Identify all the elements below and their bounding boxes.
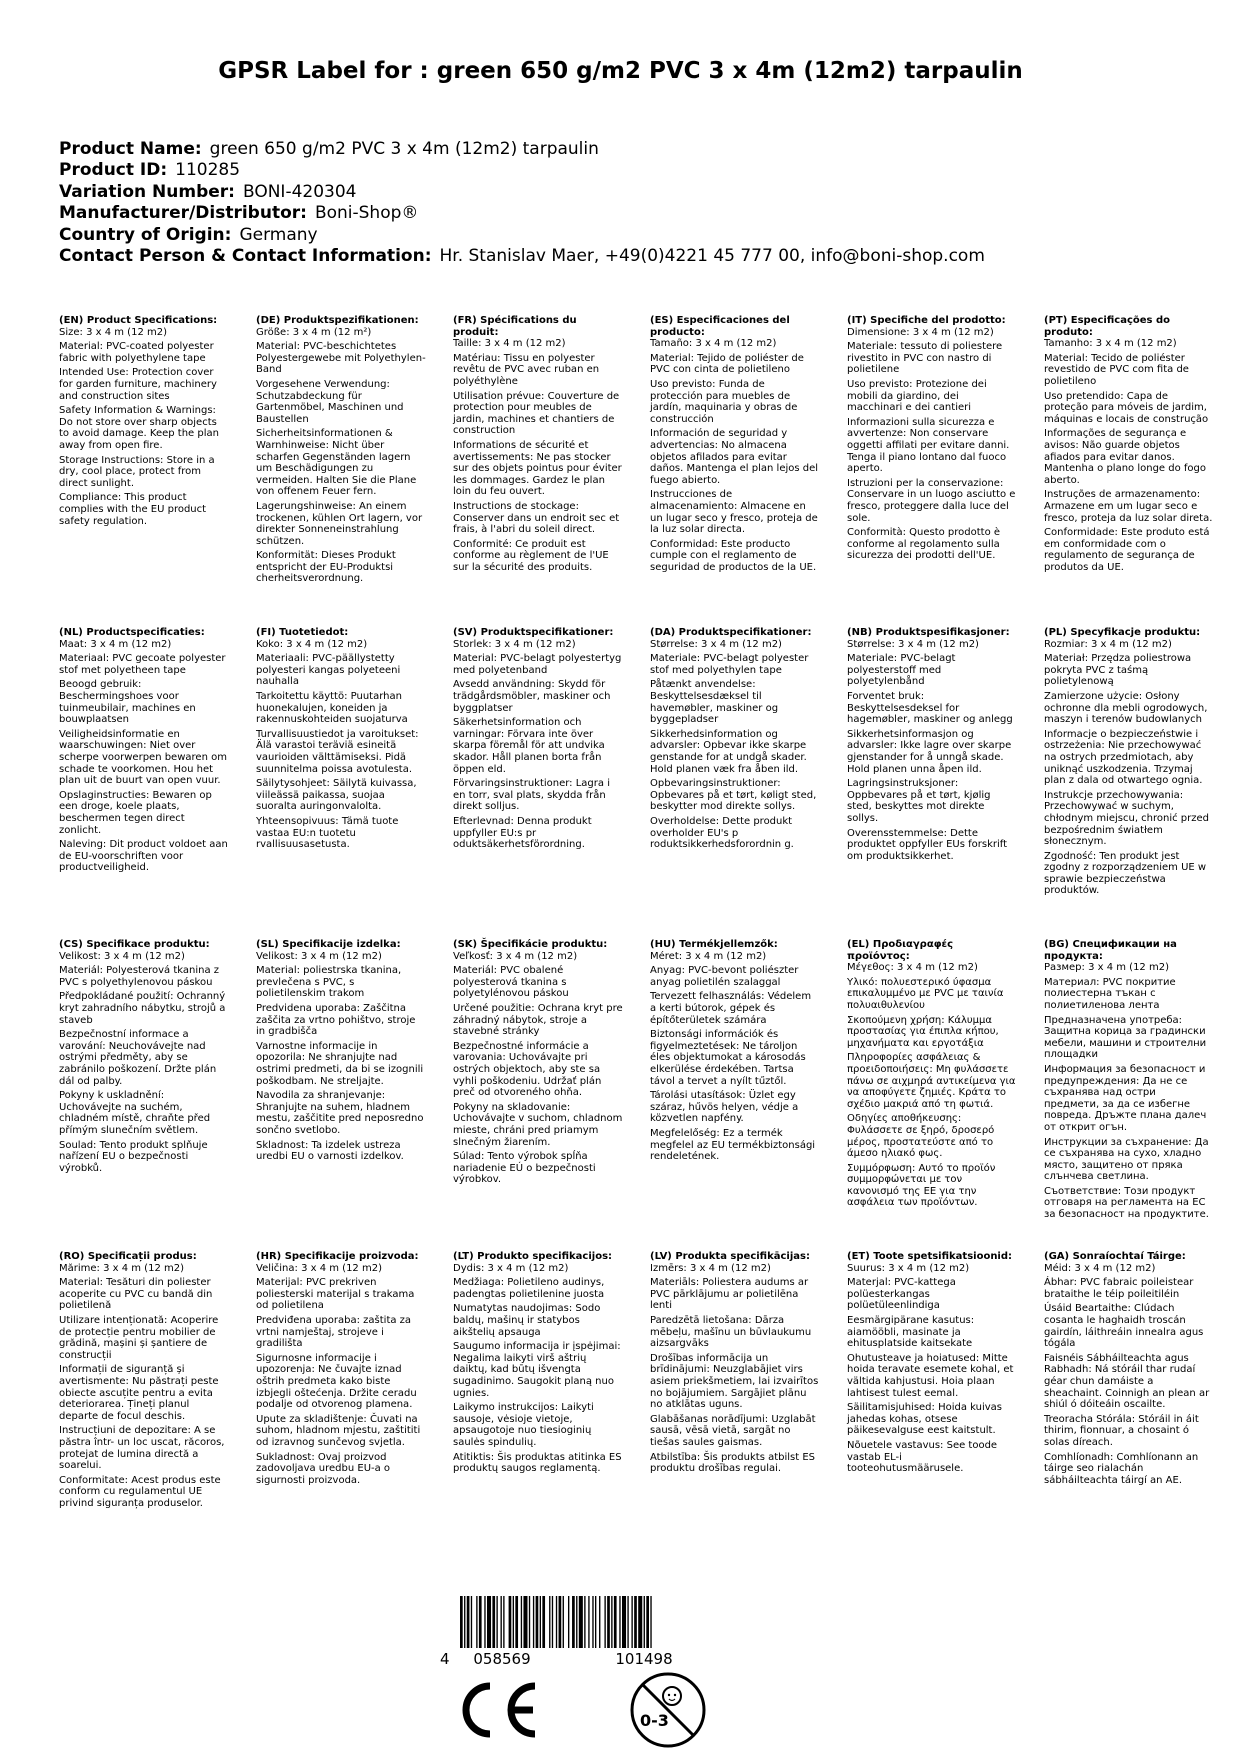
info-value: green 650 g/m2 PVC 3 x 4m (12m2) tarpaulin [209,139,599,159]
barcode-bar [572,1596,575,1648]
spec-paragraph: Sikkerhedsinformation og advarsler: Opbevar ikke skarpe genstande for at undgå skader. Hold planen væk fra åben ild. [650,728,807,775]
spec-heading: (PL) Specyfikacje produktu: [1044,627,1201,638]
spec-size: Izmērs: 3 x 4 m (12 m2) [650,1262,771,1274]
barcode-first-digit: 4 [440,1650,450,1666]
spec-heading: (IT) Specifiche del prodotto: [847,315,1006,326]
spec-block [650,1251,820,1475]
barcode-bar [607,1596,610,1648]
spec-heading: (DE) Produktspezifikationen: [256,315,419,326]
spec-paragraph: Atbilstība: Šis produkts atbilst ES produktu drošības regulai. [650,1451,816,1475]
barcode-bar [614,1596,617,1648]
spec-paragraph: Konformität: Dieses Produkt entspricht der EU-Produktsi cherheitsverordnung. [256,550,396,585]
spec-paragraph: Tarkoitettu käyttö: Puutarhan huonekalujen, koneiden ja rakennuskohteiden suojaturva [256,690,408,726]
spec-paragraph: Ábhar: PVC fabraic poileistear brataithe le téip poileitiléin [1044,1277,1194,1300]
spec-paragraph: Saugumo informacija ir įspėjimai: Negalima laikyti virš aštrių daiktų, kad būtų išvengta sugadinimo. Saugokit planą nuo ugnies. [453,1341,621,1399]
not-suitable-0-3-icon [628,1670,708,1750]
spec-heading: (EN) Product Specifications: [59,315,218,326]
spec-paragraph: Instrukcje przechowywania: Przechowywać w suchym, chłodnym miejscu, chronić przed bezpośrednim światłem słonecznym. [1044,789,1210,848]
spec-heading: (ES) Especificaciones del producto: [650,315,790,338]
spec-size: Μέγεθος: 3 x 4 m (12 m2) [847,962,978,974]
barcode-bar [631,1596,632,1648]
spec-paragraph: Istruzioni per la conservazione: Conservare in un luogo asciutto e fresco, proteggere dalla luce del sole. [847,477,1016,524]
spec-paragraph: Megfelelőség: Ez a termék megfelel az EU termékbiztonsági rendeletének. [650,1127,816,1163]
spec-paragraph: Sigurnosne informacije i upozorenja: Ne čuvajte iznad oštrih predmeta kako biste izbjegli oštećenja. Držite ceradu podalje od otvorenog plamena. [256,1352,417,1411]
spec-block [453,939,623,1186]
barcode-bar [536,1596,539,1648]
spec-paragraph: Информация за безопасност и предупреждения: Да не се съхранява над остри предмети, за да се избегне повреда. Дръжте плана далеч от открит огън. [1044,1063,1207,1133]
spec-paragraph: Atitiktis: Šis produktas atitinka ES produktų saugos reglamentą. [453,1451,622,1475]
spec-size: Velikost: 3 x 4 m (12 m2) [256,950,382,962]
info-row [59,246,985,267]
spec-paragraph: Biztonsági információk és figyelmeztetések: Ne tároljon éles objektumokat a károsodás elkerülése érdekében. Tartsa távol a tervet a nyílt tűztől. [650,1029,806,1087]
spec-paragraph: Material: PVC-belagt polyestertyg med polyetenband [453,653,622,676]
spec-paragraph: Materiál: Polyesterová tkanina z PVC s polyethylenovou páskou [59,965,220,988]
spec-block [453,1251,623,1475]
spec-heading: (SL) Specifikacije izdelka: [256,939,401,950]
spec-size: Dimensione: 3 x 4 m (12 m2) [847,326,994,338]
spec-paragraph: Säkerhetsinformation och varningar: Förvara inte över skarpa föremål för att undvika skador. Håll planen borta från öppen eld. [453,717,605,775]
info-label: Variation Number: [59,181,235,202]
barcode-bar [521,1596,522,1648]
spec-heading: (FI) Tuotetiedot: [256,627,349,638]
spec-heading: (ET) Toote spetsifikatsioonid: [847,1251,1013,1262]
spec-block [256,939,426,1163]
spec-heading: (RO) Specificații produs: [59,1251,197,1262]
spec-heading: (NL) Productspecificaties: [59,627,205,638]
spec-paragraph: Glabāšanas norādījumi: Uzglabāt sausā, vēsā vietā, sargāt no tiešas saules gaismas. [650,1413,816,1448]
barcode-bar [515,1596,518,1648]
info-row [59,203,985,224]
spec-paragraph: Материал: PVC покритие полиестерна тъкан с полиетиленова лента [1044,976,1176,1011]
spec-paragraph: Conformidade: Este produto está em conformidade com o regulamento de segurança de produtos da UE. [1044,527,1210,573]
spec-paragraph: Pokyny k uskladnění: Uchovávejte na suchém, chladném místě, chraňte před přímým slunečním světlem. [59,1090,211,1136]
barcode-bar [576,1596,577,1648]
spec-paragraph: Yhteensopivuus: Tämä tuote vastaa EU:n tuotetu rvallisuusasetusta. [256,815,399,851]
spec-paragraph: Utilizare intenționată: Acoperire de protecție pentru mobilier de grădină, mașini și șantiere de construcții [59,1314,219,1361]
spec-size: Mărime: 3 x 4 m (12 m2) [59,1262,184,1274]
barcode-bar [604,1596,605,1648]
barcode-bar [529,1596,530,1648]
barcode-bar [533,1596,534,1648]
spec-block [847,315,1017,562]
spec-size: Størrelse: 3 x 4 m (12 m2) [847,638,979,650]
spec-size: Koko: 3 x 4 m (12 m2) [256,638,368,650]
barcode-bar [650,1596,651,1648]
spec-paragraph: Instrucțiuni de depozitare: A se păstra într- un loc uscat, răcoros, protejat de lumina directă a soarelui. [59,1425,225,1472]
spec-paragraph: Informazioni sulla sicurezza e avvertenze: Non conservare oggetti affilati per evitare danni. Tenga il piano lontano dal fuoco aperto. [847,416,1010,475]
spec-paragraph: Overensstemmelse: Dette produktet oppfyller EUs forskrift om produktsikkerhet. [847,827,1008,862]
spec-paragraph: Uso previsto: Funda de protección para muebles de jardín, maquinaria y obras de construcción [650,378,798,425]
spec-paragraph: Bezpečnostné informácie a varovania: Uchovávajte pri ostrých objektoch, aby ste sa vyhli poškodeniu. Udržať plán preč od otvoreného ohňa. [453,1040,602,1099]
spec-paragraph: Úsáid Beartaithe: Clúdach cosanta le haghaidh troscán gairdín, láithreáin innealra agus tógála [1044,1303,1204,1350]
spec-paragraph: Safety Information & Warnings: Do not store over sharp objects to avoid damage. Keep the plan away from open fire. [59,405,219,451]
info-label: Contact Person & Contact Information: [59,246,432,267]
spec-block [59,1251,229,1509]
spec-heading: (SV) Produktspecifikationer: [453,627,614,638]
spec-paragraph: Materiale: PVC-belagt polyester stof med polyethylen tape [650,653,809,676]
spec-block [847,939,1017,1209]
product-info [59,139,985,267]
barcode-bar [479,1596,482,1648]
spec-paragraph: Conformitate: Acest produs este conform cu regulamentul UE privind siguranța produselor. [59,1474,221,1509]
spec-paragraph: Informações de segurança e avisos: Não guarde objetos afiados para evitar danos. Mantenha o plano longe do fogo aberto. [1044,428,1206,486]
spec-paragraph: Påtænkt anvendelse: Beskyttelsesdæksel til havemøbler, maskiner og byggepladser [650,679,779,726]
spec-paragraph: Naleving: Dit product voldoet aan de EU-voorschriften voor productveiligheid. [59,839,228,874]
spec-block [256,1251,426,1486]
barcode-bar [513,1596,514,1648]
barcode-bar [496,1596,497,1648]
spec-heading: (EL) Προδιαγραφές προϊόντος: [847,939,954,962]
spec-block [256,627,426,851]
barcode-bar [464,1596,465,1648]
spec-size: Suurus: 3 x 4 m (12 m2) [847,1262,970,1274]
barcode-bar [549,1596,550,1648]
spec-paragraph: Lagerungshinweise: An einem trockenen, kühlen Ort lagern, vor direkter Sonneneinstrahlung schützen. [256,500,423,547]
spec-paragraph: Upute za skladištenje: Čuvati na suhom, hladnom mjestu, zaštititi od izravnog sunčevog svjetla. [256,1413,421,1448]
spec-block [1044,939,1214,1221]
spec-paragraph: Forventet bruk: Beskyttelsesdeksel for hagemøbler, maskiner og anlegg [847,690,1013,726]
spec-paragraph: Conformité: Ce produit est conforme au règlement de l'UE sur la sécurité des produits. [453,538,609,573]
spec-paragraph: Turvallisuustiedot ja varoitukset: Älä varastoi teräviä esineitä vaurioiden välttämiseksi. Pidä suunnitelma poissa avotulesta. [256,728,419,775]
barcode-bar [644,1596,645,1648]
spec-block [453,627,623,851]
spec-paragraph: Určené použitie: Ochrana kryt pre záhradný nábytok, stroje a stavebné stránky [453,1002,623,1038]
barcode-bar [622,1596,626,1648]
spec-paragraph: Σκοπούμενη χρήση: Κάλυμμα προστασίας για έπιπλα κήπου, μηχανήματα και εργοτάξια [847,1014,999,1049]
spec-paragraph: Uso previsto: Protezione dei mobili da giardino, dei macchinari e dei cantieri [847,378,987,414]
spec-heading: (GA) Sonraíochtaí Táirge: [1044,1251,1186,1262]
spec-paragraph: Materjal: PVC-kattega polüesterkangas polüetüleenlindiga [847,1277,956,1312]
spec-paragraph: Beoogd gebruik: Beschermingshoes voor tuinmeubilair, machines en bouwplaatsen [59,679,196,726]
spec-block [256,315,426,585]
spec-block [650,627,820,851]
spec-paragraph: Předpokládané použití: Ochranný kryt zahradního nábytku, strojů a staveb [59,991,226,1026]
spec-paragraph: Material: Tesături din poliester acoperite cu PVC cu bandă din polietilenă [59,1277,213,1312]
spec-size: Size: 3 x 4 m (12 m2) [59,326,167,338]
barcode-bars [460,1596,652,1648]
spec-paragraph: Utilisation prévue: Couverture de protection pour meubles de jardin, machines et chantiers de construction [453,390,620,437]
barcode-left-group: 058569 [473,1650,531,1666]
spec-paragraph: Instrucciones de almacenamiento: Almacene en un lugar seco y fresco, proteja de la luz solar directa. [650,489,818,536]
spec-paragraph: Soulad: Tento produkt splňuje nařízení EU o bezpečnosti výrobků. [59,1139,208,1174]
page-title: GPSR Label for : green 650 g/m2 PVC 3 x 4m (12m2) tarpaulin [218,58,1023,84]
info-row [59,160,985,181]
spec-paragraph: Materiāls: Poliestera audums ar PVC pārklājumu ar polietilēna lenti [650,1277,809,1312]
spec-paragraph: Materiał: Przędza poliestrowa pokryta PVC z taśmą polietylenową [1044,653,1192,688]
spec-paragraph: Bezpečnostní informace a varování: Neuchovávejte nad ostrými předměty, aby se zabránilo poškození. Držte plán dál od palby. [59,1029,217,1087]
spec-paragraph: Vorgesehene Verwendung: Schutzabdeckung für Gartenmöbel, Maschinen und Baustellen [256,378,404,425]
ce-mark-icon [457,1680,541,1740]
info-label: Country of Origin: [59,224,232,245]
spec-block [650,939,820,1163]
spec-paragraph: Material: Tejido de poliéster de PVC con cinta de polietileno [650,352,804,376]
spec-size: Méret: 3 x 4 m (12 m2) [650,950,767,962]
spec-block [847,627,1017,862]
barcode-bar [559,1596,562,1648]
spec-paragraph: Συμμόρφωση: Αυτό το προϊόν συμμορφώνεται με τον κανονισμό της ΕΕ για την ασφάλεια των προϊόντων. [847,1162,996,1209]
spec-paragraph: Ohutusteave ja hoiatused: Mitte hoida teravate esemete kohal, et vältida kahjustusi. Hoia plaan lahtisest tulest eemal. [847,1352,1014,1399]
spec-heading: (FR) Spécifications du produit: [453,315,577,338]
spec-paragraph: Material: Tecido de poliéster revestido de PVC com fita de polietileno [1044,352,1189,387]
spec-paragraph: Anyag: PVC-bevont poliészter anyag polietilén szalaggal [650,965,799,988]
spec-paragraph: Predviđena uporaba: zaštita za vrtni namještaj, strojeve i gradilišta [256,1314,412,1350]
spec-paragraph: Intended Use: Protection cover for garden furniture, machinery and construction sites [59,367,217,402]
barcode-bar [487,1596,491,1648]
spec-paragraph: Comhlíonadh: Comhlíonann an táirge seo rialachán sábháilteachta táirgí an AE. [1044,1451,1199,1486]
spec-heading: (PT) Especificações do produto: [1044,315,1170,338]
spec-paragraph: Eesmärgipärane kasutus: aiamööbli, masinate ja ehitusplatside kaitsekate [847,1314,975,1350]
barcode-bar [595,1596,596,1648]
spec-paragraph: Materiál: PVC obalené polyesterová tkanina s polyetylénovou páskou [453,965,569,1000]
info-label: Product ID: [59,160,168,181]
spec-paragraph: Materiaali: PVC-päällystetty polyesteri kangas polyeteeni nauhalla [256,653,401,688]
info-value: Germany [239,224,318,245]
spec-paragraph: Opslaginstructies: Bewaren op een droge, koele plaats, beschermen tegen direct zonlicht. [59,789,212,836]
spec-paragraph: Varnostne informacije in opozorila: Ne shranjujte nad ostrimi predmeti, da bi se izognili poškodbam. Ne streljajte. [256,1040,424,1087]
spec-size: Velikost: 3 x 4 m (12 m2) [59,950,185,962]
spec-paragraph: Instructions de stockage: Conserver dans un endroit sec et frais, à l'abri du soleil direct. [453,500,620,536]
spec-paragraph: Materiaal: PVC gecoate polyester stof met polyetheen tape [59,653,226,676]
spec-paragraph: Uso pretendido: Capa de proteção para móveis de jardim, máquinas e locais de construção [1044,390,1209,425]
spec-block [1044,627,1214,897]
spec-paragraph: Υλικό: πολυεστερικό ύφασμα επικαλυμμένο με PVC με ταινία πολυαιθυλενίου [847,976,1004,1011]
spec-paragraph: Navodila za shranjevanje: Shranjujte na suhem, hladnem mestu, zaščitite pred neposredno sončno svetlobo. [256,1090,424,1136]
spec-heading: (NB) Produktspesifikasjoner: [847,627,1010,638]
spec-paragraph: Matériau: Tissu en polyester revêtu de PVC avec ruban en polyéthylène [453,352,600,387]
spec-paragraph: Zgodność: Ten produkt jest zgodny z rozporządzeniem UE w sprawie bezpieczeństwa produktów. [1044,850,1207,897]
barcode-bar [460,1596,463,1648]
barcode-bar [523,1596,527,1648]
spec-heading: (CS) Specifikace produktu: [59,939,210,950]
spec-paragraph: Avsedd användning: Skydd för trädgårdsmöbler, maskiner och byggplatser [453,679,611,714]
spec-size: Veľkosť: 3 x 4 m (12 m2) [453,950,578,962]
spec-paragraph: Opbevaringsinstruktioner: Opbevares på et tørt, køligt sted, beskytter mod direkte sollys. [650,778,817,813]
spec-size: Dydis: 3 x 4 m (12 m2) [453,1262,569,1274]
barcode [440,1596,740,1666]
spec-paragraph: Sicherheitsinformationen & Warnhinweise: Nicht über scharfen Gegenständen lagern um Beschädigungen zu vermeiden. Halten Sie die Plane von offenem Feuer fern. [256,428,417,498]
spec-size: Taille: 3 x 4 m (12 m2) [453,338,566,350]
barcode-bar [638,1596,642,1648]
spec-paragraph: Predvidena uporaba: Zaščitna zaščita za vrtno pohištvo, stroje in gradbišča [256,1002,416,1038]
spec-size: Rozmiar: 3 x 4 m (12 m2) [1044,638,1172,650]
spec-paragraph: Materiale: tessuto di poliestere rivestito in PVC con nastro di polietilene [847,341,1003,376]
spec-paragraph: Numatytas naudojimas: Sodo baldų, mašinų ir statybos aikštelių apsauga [453,1303,601,1338]
barcode-bar [492,1596,495,1648]
spec-size: Размер: 3 x 4 m (12 m2) [1044,962,1169,974]
barcode-bar [634,1596,637,1648]
spec-paragraph: Materijal: PVC prekriven poliesterski materijal s trakama od polietilena [256,1277,415,1312]
spec-block [1044,315,1214,573]
spec-paragraph: Treoracha Stórála: Stóráil in áit thirim, fionnuar, a chosaint ó solas díreach. [1044,1413,1199,1448]
spec-paragraph: Инструкции за съхранение: Да се съхранява на сухо, хладно място, защитено от пряка слънчева светлина. [1044,1136,1209,1183]
info-row [59,139,985,160]
spec-paragraph: Drošības informācija un brīdinājumi: Neuzglabājiet virs asiem priekšmetiem, lai izvairītos no bojājumiem. Sargājiet plānu no atklātas uguns. [650,1352,819,1411]
spec-paragraph: Sukladnost: Ovaj proizvod zadovoljava uredbu EU-a o sigurnosti proizvoda. [256,1451,391,1486]
spec-block [1044,1251,1214,1486]
info-label: Product Name: [59,139,202,159]
spec-heading: (LV) Produkta specifikācijas: [650,1251,810,1262]
barcode-bar [646,1596,649,1648]
spec-block [847,1251,1017,1475]
spec-paragraph: Pokyny na skladovanie: Uchovávajte v suchom, chladnom mieste, chráni pred priamym slnečným žiarením. [453,1101,623,1148]
barcode-bar [471,1596,472,1648]
age-label: 0-3 [640,1711,669,1730]
spec-paragraph: Materiale: PVC-belagt polyesterstoff med polyetylenbånd [847,653,956,688]
spec-paragraph: Nõuetele vastavus: See toode vastab EL-i tooteohutusmäärusele. [847,1439,998,1475]
barcode-bar [611,1596,612,1648]
barcode-bar [568,1596,569,1648]
info-value: 110285 [175,160,241,181]
barcode-bar [509,1596,512,1648]
spec-paragraph: Conformità: Questo prodotto è conforme al regolamento sulla sicurezza dei prodotti dell'UE. [847,527,1001,562]
spec-block [650,315,820,573]
spec-paragraph: Skladnost: Ta izdelek ustreza uredbi EU o varnosti izdelkov. [256,1139,404,1163]
spec-size: Tamaño: 3 x 4 m (12 m2) [650,338,777,350]
barcode-bar [503,1596,504,1648]
spec-paragraph: Compliance: This product complies with the EU product safety regulation. [59,492,207,527]
spec-paragraph: Informations de sécurité et avertissements: Ne pas stocker sur des objets pointus pour éviter les dommages. Gardez le plan loin du feu ouvert. [453,439,622,498]
barcode-bar [599,1596,600,1648]
spec-block [59,939,229,1174]
spec-heading: (BG) Спецификации на продукта: [1044,939,1177,962]
spec-block [59,315,229,527]
spec-size: Størrelse: 3 x 4 m (12 m2) [650,638,782,650]
barcode-bar [579,1596,583,1648]
spec-paragraph: Tárolási utasítások: Üzlet egy száraz, hűvös helyen, védje a közvetlen napfény. [650,1090,799,1125]
spec-paragraph: Storage Instructions: Store in a dry, cool place, protect from direct sunlight. [59,454,215,489]
spec-block [453,315,623,573]
barcode-bar [484,1596,485,1648]
spec-paragraph: Οδηγίες αποθήκευσης: Φυλάσσετε σε ξηρό, δροσερό μέρος, προστατεύστε από το άμεσο ηλιακό φως. [847,1113,995,1160]
spec-paragraph: Veiligheidsinformatie en waarschuwingen: Niet over scherpe voorwerpen bewaren om schade te voorkomen. Hou het plan uit de buurt van open vuur. [59,728,227,787]
spec-paragraph: Conformidad: Este producto cumple con el reglamento de seguridad de productos de la UE. [650,538,817,573]
barcode-bar [563,1596,564,1648]
info-row [59,182,985,203]
spec-block [59,627,229,874]
spec-paragraph: Overholdelse: Dette produkt overholder EU's p roduktsikkerhedsforordnin g. [650,815,794,851]
spec-heading: (HR) Specifikacije proizvoda: [256,1251,419,1262]
spec-paragraph: Lagringsinstruksjoner: Oppbevares på et tørt, kjølig sted, beskyttes mot direkte sollys. [847,778,991,824]
info-row [59,225,985,246]
spec-size: Méid: 3 x 4 m (12 m2) [1044,1262,1156,1274]
spec-paragraph: Medžiaga: Polietileno audinys, padengtas polietilenine juosta [453,1277,605,1300]
barcode-bar [584,1596,585,1648]
spec-size: Storlek: 3 x 4 m (12 m2) [453,638,576,650]
spec-paragraph: Säilitamisjuhised: Hoida kuivas jahedas kohas, otsese päikesevalguse eest kaitstult. [847,1402,1003,1437]
spec-paragraph: Información de seguridad y advertencias: No almacena objetos afilados para evitar daños. Mantenga el plan lejos del fuego abierto. [650,428,819,486]
barcode-bar [542,1596,545,1648]
spec-paragraph: Material: PVC-coated polyester fabric with polyethylene tape [59,341,214,364]
spec-paragraph: Material: poliestrska tkanina, prevlečena s PVC, s polietilenskim trakom [256,965,402,1000]
spec-heading: (SK) Špecifikácie produktu: [453,939,608,950]
spec-paragraph: Πληροφορίες ασφάλειας & προειδοποιήσεις: Μη φυλάσσετε πάνω σε αιχμηρά αντικείμενα για να αποφύγετε ζημιές. Κράτα το σχέδιο μακριά από τη φωτιά. [847,1052,1016,1110]
spec-size: Größe: 3 x 4 m (12 m²) [256,326,372,338]
spec-size: Veličina: 3 x 4 m (12 m2) [256,1262,382,1274]
barcode-bar [592,1596,593,1648]
info-value: BONI-420304 [242,181,357,202]
barcode-bar [556,1596,557,1648]
barcode-bar [627,1596,628,1648]
barcode-bar [540,1596,541,1648]
barcode-bar [467,1596,470,1648]
spec-paragraph: Tervezett felhasználás: Védelem a kerti bútorok, gépek és építőterületek számára [650,991,812,1026]
spec-paragraph: Efterlevnad: Denna produkt uppfyller EU:s pr oduktsäkerhetsförordning. [453,815,592,851]
spec-paragraph: Faisnéis Sábháilteachta agus Rabhadh: Ná stóráil thar rudaí géar chun damáiste a sheachaint. Coinnigh an plean ar shiúl ó dóiteáin oscailte. [1044,1352,1210,1411]
spec-paragraph: Съответствие: Този продукт отговаря на регламента на ЕС за безопасност на продуктите. [1044,1185,1209,1221]
spec-paragraph: Предназначена употреба: Защитна корица за градински мебели, машини и строителни площадки [1044,1014,1207,1061]
spec-paragraph: Paredzētā lietošana: Dārza mēbeļu, mašīnu un būvlaukumu aizsargvāks [650,1314,812,1350]
info-value: Boni-Shop® [314,203,419,224]
spec-paragraph: Sikkerhetsinformasjon og advarsler: Ikke lagre over skarpe gjenstander for å unngå skade. Hold planen unna åpen ild. [847,728,1012,775]
barcode-bar [552,1596,553,1648]
spec-heading: (DA) Produktspecifikationer: [650,627,812,638]
spec-paragraph: Informații de siguranță și avertismente: Nu păstrați peste obiecte ascuțite pentru a evita deteriorarea. Țineți planul departe de focul deschis. [59,1364,219,1422]
barcode-bar [588,1596,589,1648]
barcode-bar [501,1596,502,1648]
spec-paragraph: Laikymo instrukcijos: Laikyti sausoje, vėsioje vietoje, apsaugotoje nuo tiesioginių saulės spindulių. [453,1402,594,1448]
spec-paragraph: Súlad: Tento výrobok spĺňa nariadenie EÚ o bezpečnosti výrobkov. [453,1151,596,1186]
spec-paragraph: Zamierzone użycie: Osłony ochronne dla mebli ogrodowych, maszyn i terenów budowlanych [1044,690,1208,726]
spec-paragraph: Material: PVC-beschichtetes Polyestergewebe mit Polyethylen-Band [256,341,426,376]
barcode-bar [476,1596,477,1648]
info-label: Manufacturer/Distributor: [59,203,307,224]
barcode-right-group: 101498 [615,1650,673,1666]
spec-heading: (HU) Termékjellemzők: [650,939,778,950]
spec-paragraph: Förvaringsinstruktioner: Lagra i en torr, sval plats, skydda från direkt solljus. [453,778,610,813]
barcode-bar [619,1596,620,1648]
spec-paragraph: Instruções de armazenamento: Armazene em um lugar seco e fresco, proteja da luz solar direta. [1044,489,1213,524]
spec-paragraph: Säilytysohjeet: Säilytä kuivassa, viileässä paikassa, suojaa suoralta auringonvalolta. [256,778,417,813]
spec-size: Tamanho: 3 x 4 m (12 m2) [1044,338,1177,350]
spec-size: Maat: 3 x 4 m (12 m2) [59,638,172,650]
info-value: Hr. Stanislav Maer, +49(0)4221 45 777 00, info@boni-shop.com [439,246,985,267]
spec-heading: (LT) Produkto specifikacijos: [453,1251,613,1262]
spec-paragraph: Informacje o bezpieczeństwie i ostrzeżenia: Nie przechowywać na ostrych przedmiotach, aby uniknąć uszkodzenia. Trzymaj plan z dala od otwartego ognia. [1044,728,1203,787]
